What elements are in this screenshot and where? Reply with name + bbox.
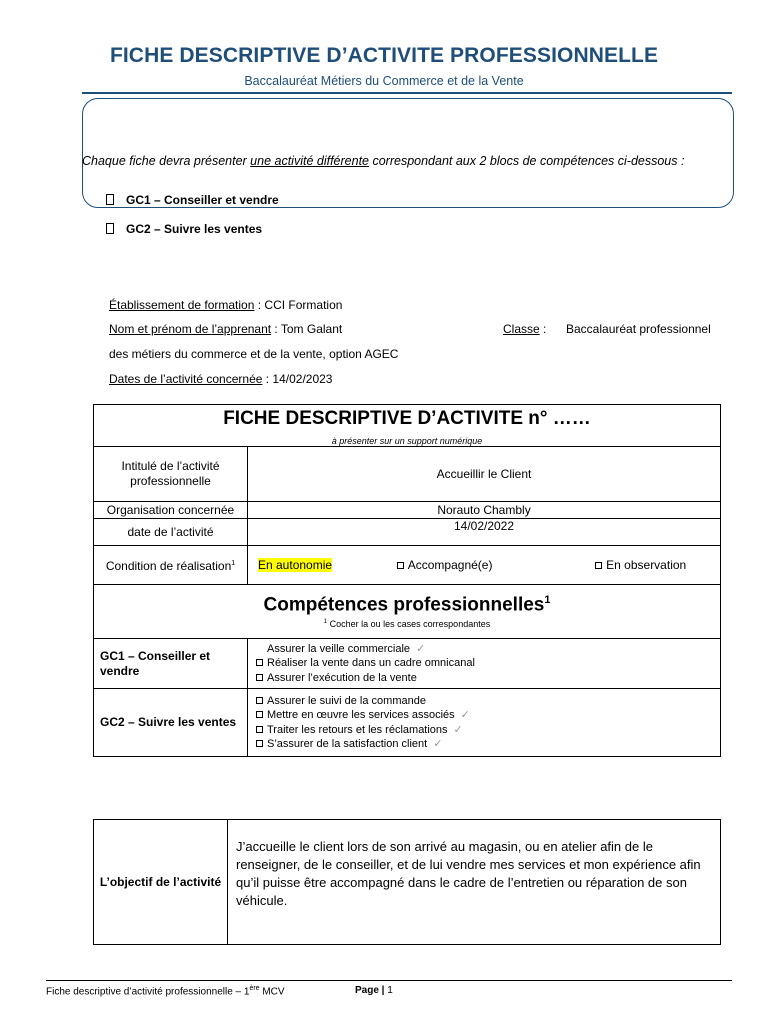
bullet-box-icon [106,223,114,234]
intitule-value: Accueillir le Client [248,447,721,502]
checkmark-icon: ✓ [460,709,470,721]
checkbox-icon [397,562,404,569]
gc1-items [248,639,721,689]
intitule-label: Intitulé de l’activité professionnelle [94,447,248,502]
option-autonomie[interactable]: En autonomie [258,558,333,572]
competences-note: $^1$ Cocher la ou les cases correspondantes [323,618,491,629]
apprenant-line: Nom et prénom de l’apprenant : Tom Galant [109,322,343,336]
fiche-note: à présenter sur un support numérique [331,435,483,446]
checkbox-icon [256,674,263,681]
checkmark-icon: ✓ [453,723,463,736]
dates-line: Dates de l’activité concernée : 14/02/2023 [109,372,333,386]
checkbox-icon [256,740,263,747]
classe-value: Baccalauréat professionnel [566,322,711,336]
classe-label: Classe : [503,322,547,336]
objectif-text: J’accueille le client lors de son arrivé au magasin, ou en atelier afin de le renseigner, de le conseiller, et de lui vendre mes services et mon expérience afin qu’il puisse être accompagné dans le cadre de l’entretien ou réparation de son véhicule. [228,820,721,945]
competences-header-cell [94,585,721,639]
checkmark-icon: ✓ [433,738,443,750]
objectif-label: L’objectif de l’activité [94,820,228,945]
option-observation[interactable]: En observation [595,558,686,572]
gc2-item[interactable]: Assurer le suivi de la commande [256,694,720,709]
etablissement-line: Établissement de formation : CCI Formation [109,298,343,312]
document-subtitle: Baccalauréat Métiers du Commerce et de la Vente [244,74,524,88]
checkbox-icon [595,562,602,569]
condition-label: Condition de réalisation$^1$ [94,546,248,585]
competences-title: Compétences professionnelles$^1$ [263,594,551,616]
checkmark-icon: ✓ [416,642,426,655]
gc2-item[interactable]: Mettre en œuvre les services associés ✓ [256,708,720,723]
instructions-text: Chaque fiche devra présenter une activité différente correspondant aux 2 blocs de compétences ci-dessous : [82,154,685,168]
gc1-label: GC1 – Conseiller et vendre [94,639,248,689]
fiche-header-cell [94,405,721,447]
footer-page-number: Page | 1 [355,985,393,996]
condition-options [248,546,721,585]
organisation-value: Norauto Chambly [248,502,721,519]
document-title: FICHE DESCRIPTIVE D’ACTIVITE PROFESSIONNELLE [109,44,659,67]
gc2-items [248,689,721,757]
footer-document-name: Fiche descriptive d’activité professionnelle – 1ère MCV [46,985,285,998]
title-divider [82,92,732,94]
checkbox-icon [256,726,263,733]
gc2-item[interactable]: Traiter les retours et les réclamations ✓ [256,723,720,738]
checkbox-icon [256,659,263,666]
organisation-label: Organisation concernée [94,502,248,519]
instructions-box [82,98,734,208]
checkbox-icon [256,697,263,704]
fiche-title: FICHE DESCRIPTIVE D’ACTIVITE n° …… [223,407,591,429]
date-label: date de l’activité [94,519,248,546]
gc2-label: GC2 – Suivre les ventes [94,689,248,757]
block-gc1-item: GC1 – Conseiller et vendre [106,193,279,207]
checkbox-icon [256,711,263,718]
footer-divider [46,980,732,981]
gc1-item[interactable]: Assurer l’exécution de la vente [256,671,720,686]
gc2-item[interactable]: S’assurer de la satisfaction client ✓ [256,737,720,752]
gc1-item[interactable]: Réaliser la vente dans un cadre omnicanal [256,656,720,671]
block-gc2-item: GC2 – Suivre les ventes [106,222,262,236]
objectif-table [93,819,721,945]
option-accompagne[interactable]: Accompagné(e) [397,558,493,572]
gc1-item[interactable]: Assurer la veille commerciale ✓ [267,642,426,655]
date-value: 14/02/2022 [248,519,721,546]
bullet-box-icon [106,194,114,205]
fiche-table [93,404,721,757]
classe-continuation: des métiers du commerce et de la vente, option AGEC [109,347,399,361]
